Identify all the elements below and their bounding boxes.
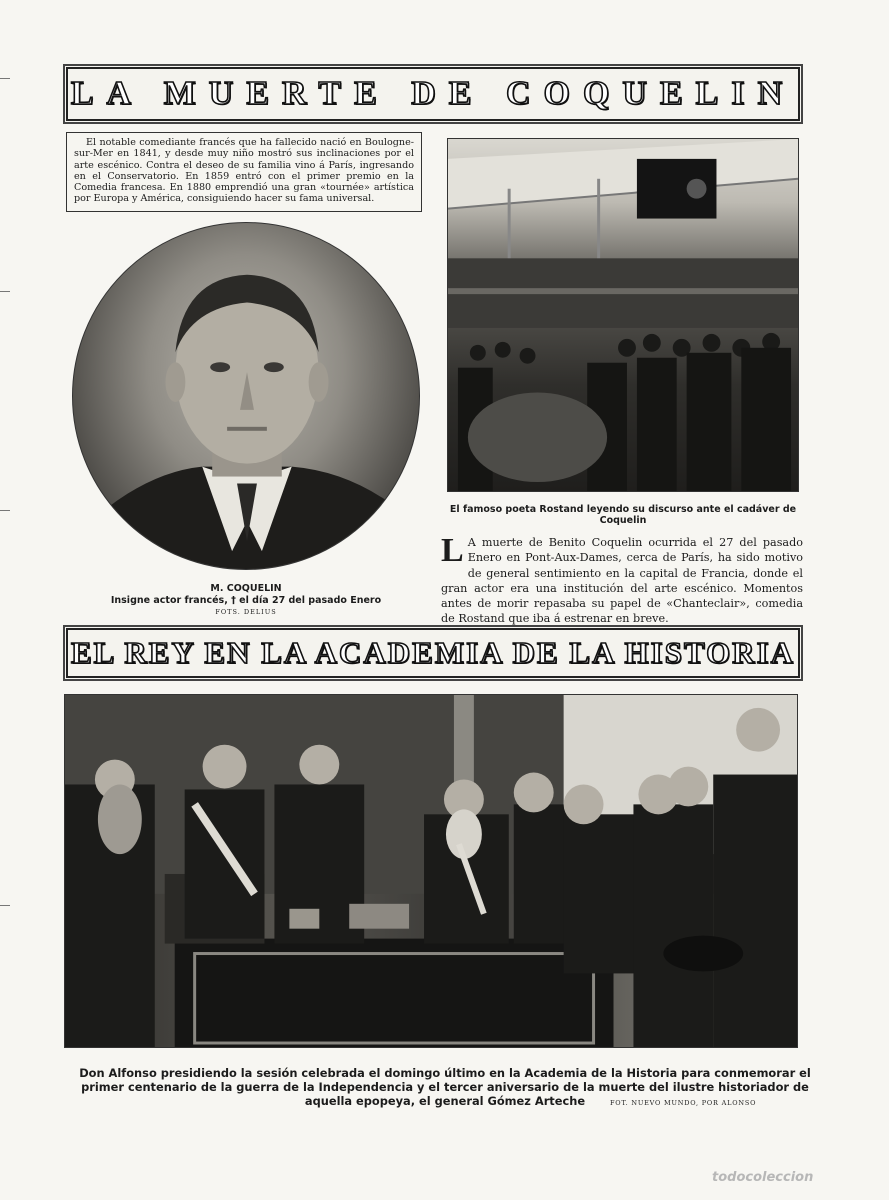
rostand-photo-caption: El famoso poeta Rostand leyendo su discurso ante el cadáver de Coquelin: [449, 504, 797, 526]
bio-text: El notable comediante francés que ha fallecido nació en Boulogne-sur-Mer en 1841, y desde muy niño mostró sus inclinaciones por el arte escénico. Contra el deseo de su familia vino á París, ingresando en el Conservatorio. En 1859 entró con el primer premio en la Comedia francesa. En 1880 emprendió una gran «tournée» artística por Europa y América, consiguiendo hacer su fama universal.: [74, 137, 414, 205]
margin-mark: [0, 291, 10, 292]
section-title-banner: [66, 628, 800, 678]
article-body: A muerte de Benito Coquelin ocurrida el 27 del pasado Enero en Pont-Aux-Dames, cerca de París, ha sido motivo de general sentimiento en la capital de Francia, donde el gran actor era una institución del arte escénico. Momentos antes de morir repasaba su papel de «Chanteclair», comedia de Rostand que iba á estrenar en breve.: [441, 536, 803, 626]
margin-mark: [0, 905, 10, 906]
portrait-credit: FOTS. DELIUS: [215, 608, 277, 616]
academy-session-photo: [64, 694, 798, 1048]
margin-mark: [0, 78, 10, 79]
rostand-speech-illustration: [448, 139, 798, 491]
portrait-caption: Insigne actor francés, † el día 27 del pasado Enero: [110, 595, 382, 606]
section-title: EL REY EN LA ACADEMIA DE LA HISTORIA: [70, 635, 796, 670]
section-title-banner: [66, 67, 800, 121]
academy-photo-credit: FOT. NUEVO MUNDO, POR ALONSO: [610, 1099, 757, 1107]
portrait-name: M. COQUELIN: [210, 583, 282, 594]
section-title: LA MUERTE DE COQUELIN: [70, 75, 796, 112]
margin-mark: [0, 510, 10, 511]
portrait-illustration: [73, 223, 419, 569]
article-text: [441, 532, 803, 627]
academy-session-illustration: [65, 695, 797, 1047]
watermark: todocoleccion: [712, 1170, 814, 1185]
rostand-speech-photo: [447, 138, 799, 492]
academy-photo-caption: Don Alfonso presidiendo la sesión celebrada el domingo último en la Academia de la Historia para conmemorar el primer centenario de la guerra de la Independencia y el tercer aniversario de la muerte del ilustre historiador de aquella epopeya, el general Gómez Arteche: [79, 1066, 811, 1109]
bio-box: [66, 132, 422, 212]
drop-cap: L: [441, 532, 464, 569]
portrait-photo: [72, 222, 420, 570]
